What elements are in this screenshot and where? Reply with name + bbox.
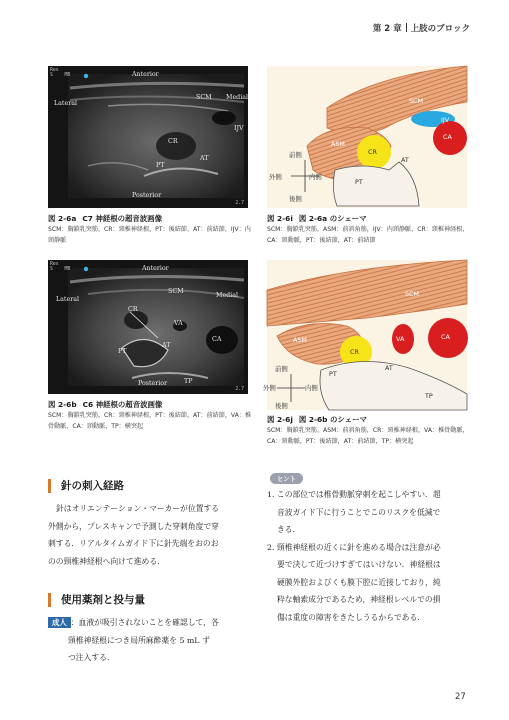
schema-label-asm: ASM [293,336,307,344]
page-number: 27 [455,692,466,702]
schema-label-scm: SCM [409,97,424,105]
schema-label-va: VA [396,335,405,343]
label-cr: CR [168,138,178,145]
paragraph-line: 針はオリエンテーション・マーカーが位置する [56,504,220,513]
paragraph-line: 刺する．リアルタイムガイド下に針先端をおのお [48,539,219,548]
figure-caption-title: 図 2-6b C6 神経根の超音波画像 [48,400,163,409]
schema-label-at: AT [385,364,393,372]
schema-c7 [267,66,467,208]
direction-inner: 内側 [305,384,318,392]
label-medial: Medial [226,94,248,101]
needle-route-paragraph [48,500,258,570]
figure-caption-description: SCM：胸鎖乳突筋，CR：頸椎神経根，PT：後結節，AT：前結節，IJV：内頸静脈 [48,226,251,244]
hint-list [267,486,477,626]
schema-c6 [263,260,467,410]
label-lateral: Lateral [56,296,79,303]
direction-inner: 内側 [309,173,322,181]
label-scm: SCM [196,94,212,101]
figure-caption-title: 図 2-6j 図 2-6b のシェーマ [267,415,367,424]
hint-line: 1. この部位では椎骨動脈穿刺を起こしやすい．超 [267,490,441,499]
schema-label-cr: CR [350,348,359,356]
label-anterior: Anterior [132,71,159,78]
schema-drawing [267,66,467,208]
figure-caption-description: SCM：胸鎖乳突筋，ASM：前斜角筋，CR：頸椎神経根，VA：椎骨動脈，CA：頸動脈，PT：後結節，AT：前結節，TP：横突起 [267,427,469,445]
paragraph-line: 頸椎神経根につき局所麻酔薬を 5 mL ず [68,635,210,645]
ultrasound-image-c7 [48,66,248,208]
ultrasound-texture [48,66,248,208]
hint-line: 要で決して近づけすぎてはいけない．神経根は [277,560,441,569]
label-posterior: Posterior [138,380,168,387]
label-at: AT [162,342,171,349]
drug-dosage-paragraph [48,614,258,667]
hint-line: 硬膜外腔およびくも膜下腔に近接しており，純 [277,577,441,587]
schema-label-cr: CR [368,148,377,156]
figure-caption-title: 図 2-6i 図 2-6a のシェーマ [267,214,367,223]
ultrasound-depth-readout: 2.7 [235,201,244,206]
schema-label-scm: SCM [405,290,420,298]
label-anterior: Anterior [142,265,169,272]
ultrasound-settings-readout: Res S MB [50,262,71,272]
section-heading-drugs: 使用薬剤と投与量 [48,593,145,607]
direction-back: 後側 [275,402,288,410]
direction-front: 前側 [289,151,302,159]
direction-front: 前側 [275,365,288,373]
label-scm: SCM [168,288,184,295]
direction-back: 後側 [289,195,302,203]
running-header [0,22,470,34]
schema-drawing [267,260,467,410]
label-ca: CA [212,336,222,343]
label-pt: PT [118,348,127,355]
schema-label-pt: PT [355,178,363,186]
hint-line: 音波ガイド下に行うことでこのリスクを低減で [277,507,441,517]
schema-label-ca: CA [443,133,452,141]
ultrasound-depth-readout: 2.7 [235,387,244,392]
ultrasound-settings-readout: Res S MB [50,68,71,78]
paragraph-line: のの頸椎神経根へ向けて進める． [48,556,165,566]
figure-caption-description: SCM：胸鎖乳突筋，ASM：前斜角筋，IJV：内頸静脈，CR：頸椎神経根，CA：頸動脈，PT：後結節，AT：前結節 [267,226,469,244]
adult-badge: 成人 [48,617,71,628]
direction-outer: 外側 [269,173,282,181]
label-cr: CR [128,306,138,313]
paragraph-line: つ注入する． [68,653,115,662]
chapter-title: 上肢のブロック [410,24,470,34]
schema-label-pt: PT [329,370,337,378]
figure-caption-description: SCM：胸鎖乳突筋，CR：頸椎神経根，PT：後結節，AT：前結節，VA：椎骨動脈，CA：頸動脈，TP：横突起 [48,412,252,430]
hint-badge: ヒント [270,473,303,484]
schema-label-ijv: IJV [441,116,450,124]
label-posterior: Posterior [132,192,162,199]
hint-line: きる． [277,525,301,534]
paragraph-line: 成人 ：血液が吸引されないことを確認して，各 [48,614,258,632]
hint-line: 2. 頸椎神経根の近くに針を進める場合は注意が必 [267,542,441,552]
label-at: AT [200,155,209,162]
hint-line: 粋な軸索成分であるため，神経根レベルでの損 [277,595,441,604]
section-heading-needle-route: 針の刺入経路 [48,479,124,493]
label-ijv: IJV [234,125,244,132]
schema-label-asm: ASM [331,140,345,148]
schema-label-tp: TP [425,392,433,400]
chapter-number: 第 2 章 [372,24,402,34]
schema-label-ca: CA [441,333,450,341]
label-va: VA [174,320,183,327]
label-tp: TP [184,378,193,385]
header-separator [406,23,407,32]
ultrasound-texture [48,260,248,394]
label-pt: PT [156,162,165,169]
label-medial: Medial [216,292,238,299]
schema-label-at: AT [401,156,409,164]
paragraph-line: 外側から，プレスキャンで予測した穿刺角度で穿 [48,521,219,531]
figure-caption-title: 図 2-6a C7 神経根の超音波画像 [48,214,162,223]
hint-line: 傷は重度の障害をきたしうるからである． [277,612,426,622]
label-lateral: Lateral [54,100,77,107]
direction-outer: 外側 [263,384,276,392]
ultrasound-image-c6 [48,260,248,394]
